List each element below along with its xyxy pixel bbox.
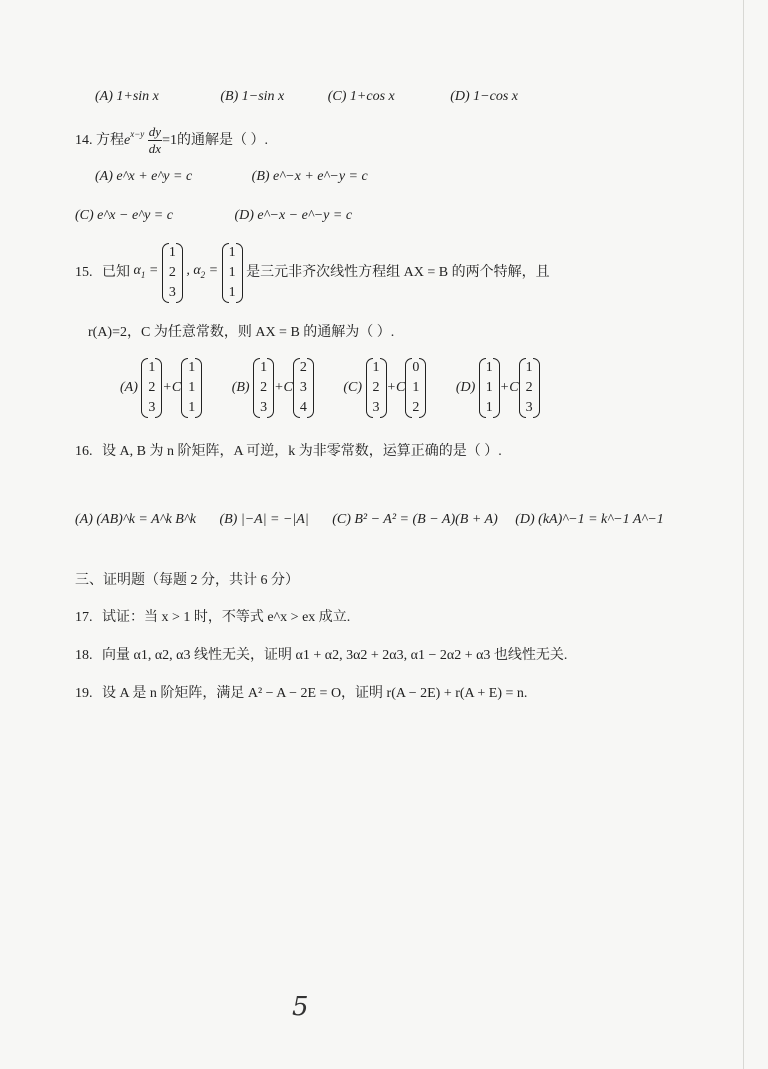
q16-option-b: (B) |−A| = −|A| bbox=[219, 512, 309, 527]
q15-option-d bbox=[456, 358, 540, 418]
vector-entry: 1 bbox=[148, 360, 156, 375]
q15-option-vector bbox=[519, 358, 540, 418]
vector-entry: 2 bbox=[260, 380, 268, 395]
q15-line2: r(A)=2，C 为任意常数，则 AX = B 的通解为（ ）. bbox=[88, 325, 395, 340]
vector-entry: 1 bbox=[485, 400, 493, 415]
q16-options bbox=[75, 511, 664, 529]
q15-option-vector bbox=[141, 358, 162, 418]
vector-entry: 1 bbox=[188, 400, 196, 415]
vector-entry: 1 bbox=[188, 360, 196, 375]
vector-entry: 1 bbox=[260, 360, 268, 375]
q17 bbox=[75, 609, 350, 627]
q15-alpha1-entry: 2 bbox=[168, 265, 176, 280]
q14-frac-num: dy bbox=[148, 124, 162, 140]
vector-entry: 2 bbox=[372, 380, 380, 395]
q19-text: 设 A 是 n 阶矩阵，满足 A² − A − 2E = O，证明 r(A − 2E) + r(A + E) = n. bbox=[102, 686, 528, 701]
vector-entry: 3 bbox=[525, 400, 533, 415]
q15-stem-pre: 已知 bbox=[102, 265, 130, 280]
q16-stem bbox=[75, 443, 502, 461]
q15-number: 15. bbox=[75, 265, 93, 280]
plus-c: +C bbox=[499, 380, 519, 395]
q15-option-vector bbox=[405, 358, 426, 418]
plus-c: +C bbox=[162, 380, 182, 395]
q14-frac-den: dx bbox=[148, 141, 162, 157]
q14-option-b: (B) e^−x + e^−y = c bbox=[251, 169, 368, 184]
page-number: 5 bbox=[292, 992, 309, 1022]
vector-entry: 0 bbox=[412, 360, 420, 375]
q16-stem-text: 设 A, B 为 n 阶矩阵，A 可逆，k 为非零常数，运算正确的是（ ）. bbox=[102, 444, 502, 459]
q15-alpha2-entry: 1 bbox=[228, 245, 236, 260]
q16-option-c: (C) B² − A² = (B − A)(B + A) bbox=[332, 512, 498, 527]
q15-alpha1-entry: 1 bbox=[168, 245, 176, 260]
q15-stem: 15. 已知 $\alpha_1$ = 1 2 3 , $\alpha_2$ = 1 1 1 是三元非齐次线性方程组 AX = B 的两个特解，且 bbox=[75, 243, 550, 303]
q15-option-vector bbox=[366, 358, 387, 418]
q14-exponent: x−y bbox=[130, 129, 145, 139]
vector-entry: 1 bbox=[485, 380, 493, 395]
q18-text: 向量 α1, α2, α3 线性无关，证明 α1 + α2, 3α2 + 2α3, α1 − 2α2 + α3 也线性无关. bbox=[102, 648, 568, 663]
q14-option-d: (D) e^−x − e^−y = c bbox=[234, 208, 353, 223]
vector-entry: 3 bbox=[372, 400, 380, 415]
q17-number: 17. bbox=[75, 610, 93, 625]
q15-option-b bbox=[232, 358, 314, 418]
q19-number: 19. bbox=[75, 686, 93, 701]
q15-option-label: (B) bbox=[231, 380, 250, 395]
q15-stem-mid: 是三元非齐次线性方程组 AX = B 的两个特解，且 bbox=[246, 265, 550, 280]
q19 bbox=[75, 685, 527, 703]
q14-fraction bbox=[148, 124, 162, 157]
q16-option-a: (A) (AB)^k = A^k B^k bbox=[75, 512, 196, 527]
vector-entry: 2 bbox=[299, 360, 307, 375]
q15-option-vector bbox=[181, 358, 202, 418]
q15-alpha2-vector bbox=[222, 243, 243, 303]
q15-option-vector bbox=[253, 358, 274, 418]
q15-option-c bbox=[343, 358, 426, 418]
q15-option-vector bbox=[293, 358, 314, 418]
q15-alpha2-entry: 1 bbox=[228, 285, 236, 300]
q13-options bbox=[95, 88, 552, 106]
vector-entry: 3 bbox=[299, 380, 307, 395]
q15-options bbox=[120, 358, 540, 418]
q15-alpha2-entry: 1 bbox=[228, 265, 236, 280]
q16-number: 16. bbox=[75, 444, 93, 459]
q13-option-d: (D) 1−cos x bbox=[450, 89, 519, 104]
q18-number: 18. bbox=[75, 648, 93, 663]
vector-entry: 1 bbox=[412, 380, 420, 395]
q15-option-vector bbox=[479, 358, 500, 418]
q15-option-label: (C) bbox=[343, 380, 363, 395]
q14-stem: 14. 方程$e^{x-y}$ $\frac{dy}{dx}$ =1的通解是（ ）. bbox=[75, 124, 268, 157]
q13-option-a: (A) 1+sin x bbox=[95, 89, 159, 104]
vector-entry: 4 bbox=[299, 400, 307, 415]
vector-entry: 1 bbox=[525, 360, 533, 375]
section-heading: 三、证明题（每题 2 分，共计 6 分） bbox=[75, 573, 299, 588]
plus-c: +C bbox=[274, 380, 293, 395]
q15-option-label: (D) bbox=[455, 380, 476, 395]
q15-option-a bbox=[120, 358, 202, 418]
q14-option-c: (C) e^x − e^y = c bbox=[75, 208, 173, 223]
q15-option-label: (A) bbox=[120, 380, 138, 395]
q16-option-d: (D) (kA)^−1 = k^−1 A^−1 bbox=[515, 512, 664, 527]
q14-number: 14. bbox=[75, 133, 93, 148]
vector-entry: 2 bbox=[525, 380, 533, 395]
q17-text: 试证：当 x > 1 时，不等式 e^x > ex 成立. bbox=[102, 610, 351, 625]
vector-entry: 3 bbox=[148, 400, 156, 415]
q15-alpha1-vector bbox=[162, 243, 183, 303]
vector-entry: 1 bbox=[485, 360, 493, 375]
q14-stem-post: =1的通解是（ ）. bbox=[162, 133, 268, 148]
vector-entry: 3 bbox=[260, 400, 268, 415]
q13-option-c: (C) 1+cos x bbox=[327, 89, 395, 104]
q18 bbox=[75, 647, 567, 665]
q14-stem-pre: 方程 bbox=[96, 133, 124, 148]
q13-option-b: (B) 1−sin x bbox=[220, 89, 285, 104]
vector-entry: 2 bbox=[148, 380, 156, 395]
q14-option-a: (A) e^x + e^y = c bbox=[95, 169, 193, 184]
plus-c: +C bbox=[386, 380, 406, 395]
q14-options-row1 bbox=[95, 168, 402, 186]
vector-entry: 2 bbox=[412, 400, 420, 415]
q15-alpha1-entry: 3 bbox=[168, 285, 176, 300]
vector-entry: 1 bbox=[372, 360, 380, 375]
vector-entry: 1 bbox=[188, 380, 196, 395]
q14-options-row2 bbox=[75, 207, 386, 225]
scan-edge bbox=[743, 0, 744, 1069]
